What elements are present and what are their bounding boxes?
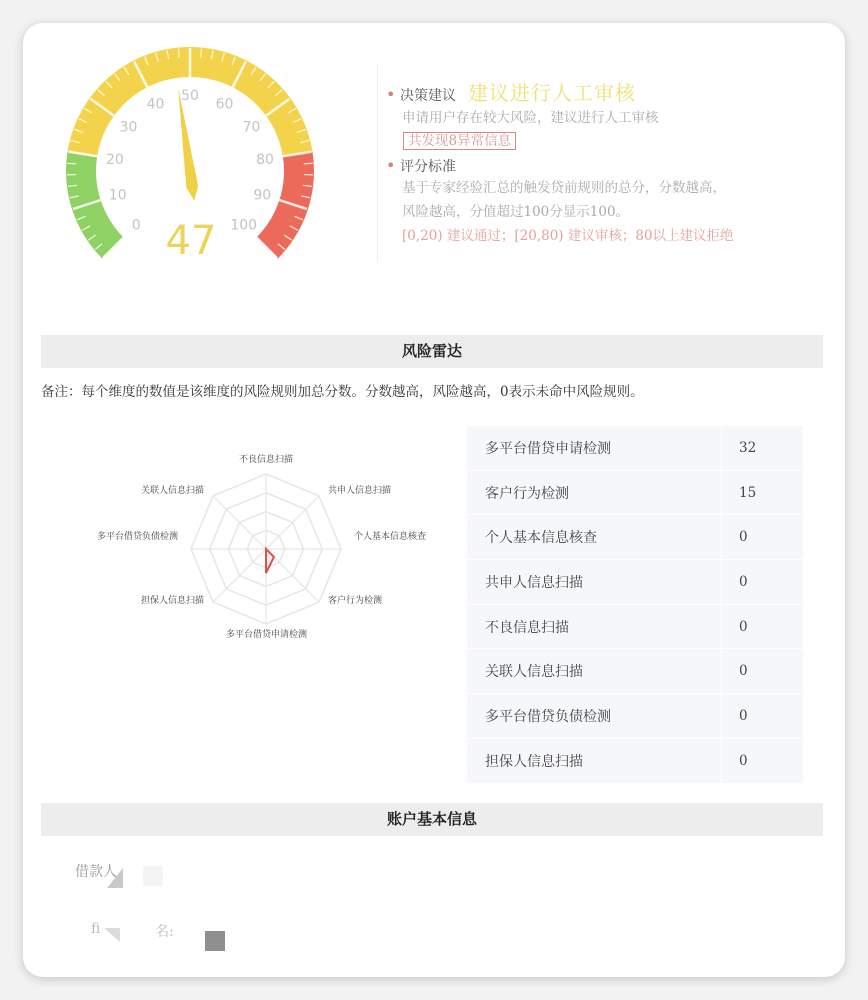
decision-label: 决策建议 — [400, 88, 456, 104]
dimension-score: 0 — [722, 560, 804, 605]
dimension-name: 个人基本信息核查 — [467, 515, 722, 560]
bullet-icon: • — [386, 156, 396, 175]
dimension-name: 客户行为检测 — [467, 470, 722, 515]
dimension-score: 0 — [722, 738, 804, 783]
redaction-mask — [205, 931, 225, 951]
radar-axis-label: 个人基本信息核查 — [354, 532, 427, 542]
gauge-tick-label: 20 — [106, 152, 124, 169]
table-row — [467, 694, 803, 739]
gauge-tick-label: 40 — [146, 96, 165, 113]
anomaly-count-link[interactable]: 共发现8异常信息 — [403, 132, 516, 150]
gauge-needle — [178, 88, 198, 201]
dimension-name: 多平台借贷负债检测 — [467, 694, 722, 739]
dimension-name: 共申人信息扫描 — [467, 560, 722, 605]
table-row — [467, 515, 803, 560]
dimension-score: 15 — [722, 470, 804, 515]
report-card — [23, 23, 845, 977]
dimension-name: 不良信息扫描 — [467, 604, 722, 649]
dimension-score: 0 — [722, 649, 804, 694]
gauge-tick-label: 10 — [108, 187, 127, 204]
decision-suggestion: 建议进行人工审核 — [468, 81, 636, 105]
radar-axis-label: 共申人信息扫描 — [328, 486, 392, 496]
risk-dimension-table — [467, 426, 803, 784]
radar-section-title: 风险雷达 — [41, 335, 823, 368]
table-row — [467, 560, 803, 605]
gauge-tick-label: 90 — [253, 187, 272, 204]
dimension-name: 担保人信息扫描 — [467, 738, 722, 783]
gauge-tick-label: 100 — [230, 217, 258, 234]
table-row — [467, 426, 803, 470]
criteria-label: 评分标准 — [400, 159, 456, 175]
dimension-score: 0 — [722, 604, 804, 649]
decision-description: 申请用户存在较大风险，建议进行人工审核 — [402, 110, 659, 126]
criteria-thresholds: [0,20) 建议通过；[20,80) 建议审核；80以上建议拒绝 — [402, 228, 734, 244]
name-label-prefix: fi — [91, 921, 101, 937]
radar-axis-label: 关联人信息扫描 — [140, 486, 204, 496]
risk-score-value: 47 — [165, 218, 217, 264]
table-row — [467, 738, 803, 783]
redaction-mask — [104, 928, 120, 942]
decision-panel — [377, 65, 816, 261]
gauge-tick-label: 0 — [131, 217, 141, 234]
radar-axis-label: 多平台借贷负债检测 — [96, 532, 178, 542]
radar-axis-label: 不良信息扫描 — [238, 455, 293, 465]
gauge-tick-label: 50 — [181, 88, 199, 104]
name-label: 名: — [155, 924, 174, 940]
dimension-name: 关联人信息扫描 — [467, 649, 722, 694]
redaction-mask — [143, 866, 163, 886]
redaction-mask — [107, 868, 123, 888]
bullet-icon: • — [386, 85, 396, 104]
gauge-tick-label: 30 — [119, 119, 138, 136]
radar-axis-label: 担保人信息扫描 — [140, 596, 204, 606]
dimension-score: 0 — [722, 694, 804, 739]
radar-axis-label: 多平台借贷申请检测 — [226, 630, 308, 640]
borrower-label: 借款人 — [75, 864, 117, 880]
gauge-tick-label: 80 — [256, 152, 274, 169]
radar-note: 备注：每个维度的数值是该维度的风险规则加总分数。分数越高，风险越高，0表示未命中风险规则。 — [41, 384, 644, 400]
radar-axis-label: 客户行为检测 — [328, 596, 383, 606]
table-row — [467, 604, 803, 649]
account-section-title: 账户基本信息 — [41, 803, 823, 836]
radar-series — [266, 549, 274, 573]
gauge-tick-label: 60 — [215, 96, 234, 113]
gauge-tick-label: 70 — [242, 119, 261, 136]
dimension-name: 多平台借贷申请检测 — [467, 426, 722, 470]
table-row — [467, 649, 803, 694]
dimension-score: 32 — [722, 426, 804, 470]
criteria-line-2: 风险越高，分值超过100分显示100。 — [402, 204, 630, 220]
table-row — [467, 470, 803, 515]
criteria-line-1: 基于专家经验汇总的触发贷前规则的总分，分数越高， — [402, 180, 726, 196]
dimension-score: 0 — [722, 515, 804, 560]
